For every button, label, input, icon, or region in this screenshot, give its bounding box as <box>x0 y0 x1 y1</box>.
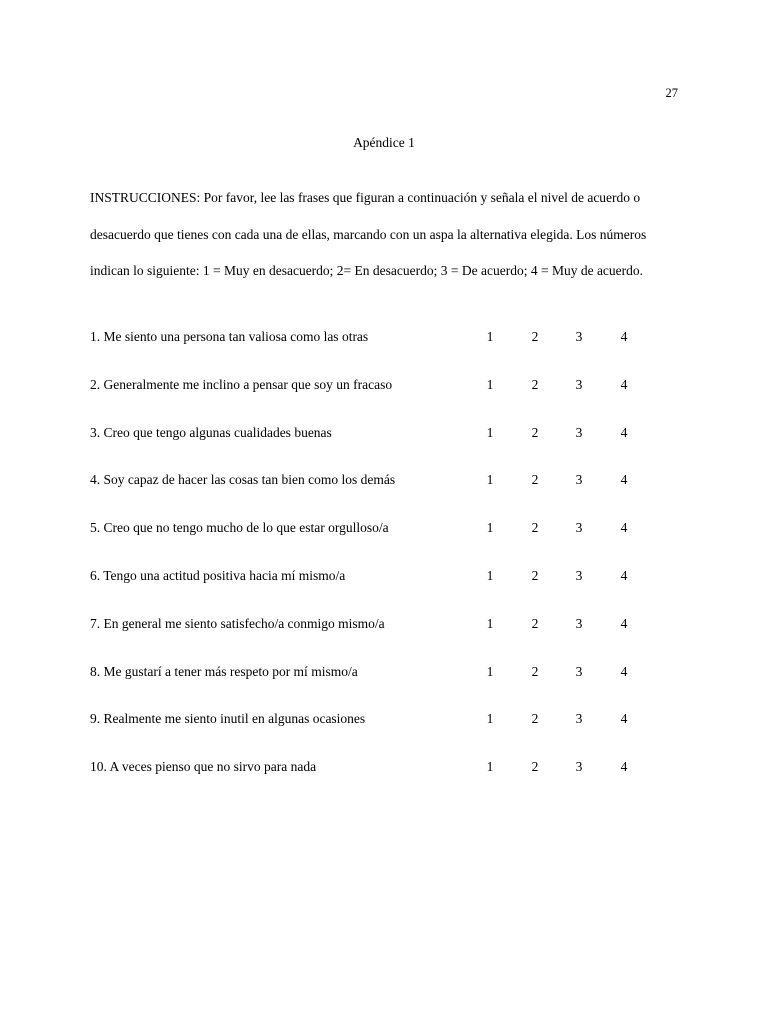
item-statement: 10. A veces pienso que no sirvo para nada <box>90 759 317 775</box>
option-1[interactable]: 1 <box>486 711 494 727</box>
item-statement: 9. Realmente me siento inutil en algunas ocasiones <box>90 711 366 727</box>
option-2[interactable]: 2 <box>531 424 539 440</box>
option-4[interactable]: 4 <box>620 663 628 679</box>
option-2[interactable]: 2 <box>531 663 539 679</box>
option-4[interactable]: 4 <box>620 711 628 727</box>
option-4[interactable]: 4 <box>620 376 628 392</box>
option-3[interactable]: 3 <box>575 472 583 488</box>
questionnaire-item <box>90 329 690 377</box>
questionnaire-items <box>90 329 690 807</box>
option-4[interactable]: 4 <box>620 424 628 440</box>
item-statement: 3. Creo que tengo algunas cualidades buenas <box>90 424 332 440</box>
questionnaire-item <box>90 616 690 664</box>
option-1[interactable]: 1 <box>486 376 494 392</box>
option-4[interactable]: 4 <box>620 520 628 536</box>
item-statement: 8. Me gustarí a tener más respeto por mí mismo/a <box>90 663 358 679</box>
option-1[interactable]: 1 <box>486 520 494 536</box>
option-1[interactable]: 1 <box>486 759 494 775</box>
option-2[interactable]: 2 <box>531 472 539 488</box>
option-1[interactable]: 1 <box>486 329 494 344</box>
option-2[interactable]: 2 <box>531 376 539 392</box>
questionnaire-item <box>90 664 690 712</box>
option-4[interactable]: 4 <box>620 759 628 775</box>
option-4[interactable]: 4 <box>620 472 628 488</box>
option-3[interactable]: 3 <box>575 520 583 536</box>
page-number: 27 <box>665 86 678 100</box>
option-4[interactable]: 4 <box>620 329 628 344</box>
instructions-paragraph: INSTRUCCIONES: Por favor, lee las frases que figuran a continuación y señala el nivel de acuerdo o desacuerdo que tienes con cada una de ellas, marcando con un aspa la alternativa elegida. Los números indican lo siguiente: 1 = Muy en desacuerdo; 2= En desacuerdo; 3 = De acuerdo; 4 = Muy de acuerdo. <box>90 190 647 278</box>
option-1[interactable]: 1 <box>486 424 494 440</box>
questionnaire-item <box>90 425 690 473</box>
appendix-title: Apéndice 1 <box>353 135 415 150</box>
option-2[interactable]: 2 <box>531 329 539 344</box>
questionnaire-item <box>90 472 690 520</box>
option-2[interactable]: 2 <box>531 520 539 536</box>
option-3[interactable]: 3 <box>575 567 583 583</box>
questionnaire-item <box>90 520 690 568</box>
option-1[interactable]: 1 <box>486 663 494 679</box>
option-2[interactable]: 2 <box>531 567 539 583</box>
item-statement: 5. Creo que no tengo mucho de lo que estar orgulloso/a <box>90 520 389 536</box>
item-statement: 6. Tengo una actitud positiva hacia mí mismo/a <box>90 567 346 583</box>
option-3[interactable]: 3 <box>575 663 583 679</box>
option-2[interactable]: 2 <box>531 711 539 727</box>
questionnaire-item <box>90 759 690 807</box>
option-3[interactable]: 3 <box>575 711 583 727</box>
questionnaire-item <box>90 568 690 616</box>
option-2[interactable]: 2 <box>531 759 539 775</box>
item-statement: 7. En general me siento satisfecho/a conmigo mismo/a <box>90 615 385 631</box>
option-4[interactable]: 4 <box>620 615 628 631</box>
questionnaire-item <box>90 377 690 425</box>
questionnaire-item <box>90 711 690 759</box>
option-3[interactable]: 3 <box>575 424 583 440</box>
option-3[interactable]: 3 <box>575 376 583 392</box>
option-3[interactable]: 3 <box>575 759 583 775</box>
item-statement: 4. Soy capaz de hacer las cosas tan bien como los demás <box>90 472 396 488</box>
option-2[interactable]: 2 <box>531 615 539 631</box>
item-statement: 1. Me siento una persona tan valiosa como las otras <box>90 329 369 344</box>
item-statement: 2. Generalmente me inclino a pensar que soy un fracaso <box>90 376 393 392</box>
option-3[interactable]: 3 <box>575 615 583 631</box>
option-1[interactable]: 1 <box>486 615 494 631</box>
option-4[interactable]: 4 <box>620 567 628 583</box>
option-1[interactable]: 1 <box>486 472 494 488</box>
option-1[interactable]: 1 <box>486 567 494 583</box>
option-3[interactable]: 3 <box>575 329 583 344</box>
